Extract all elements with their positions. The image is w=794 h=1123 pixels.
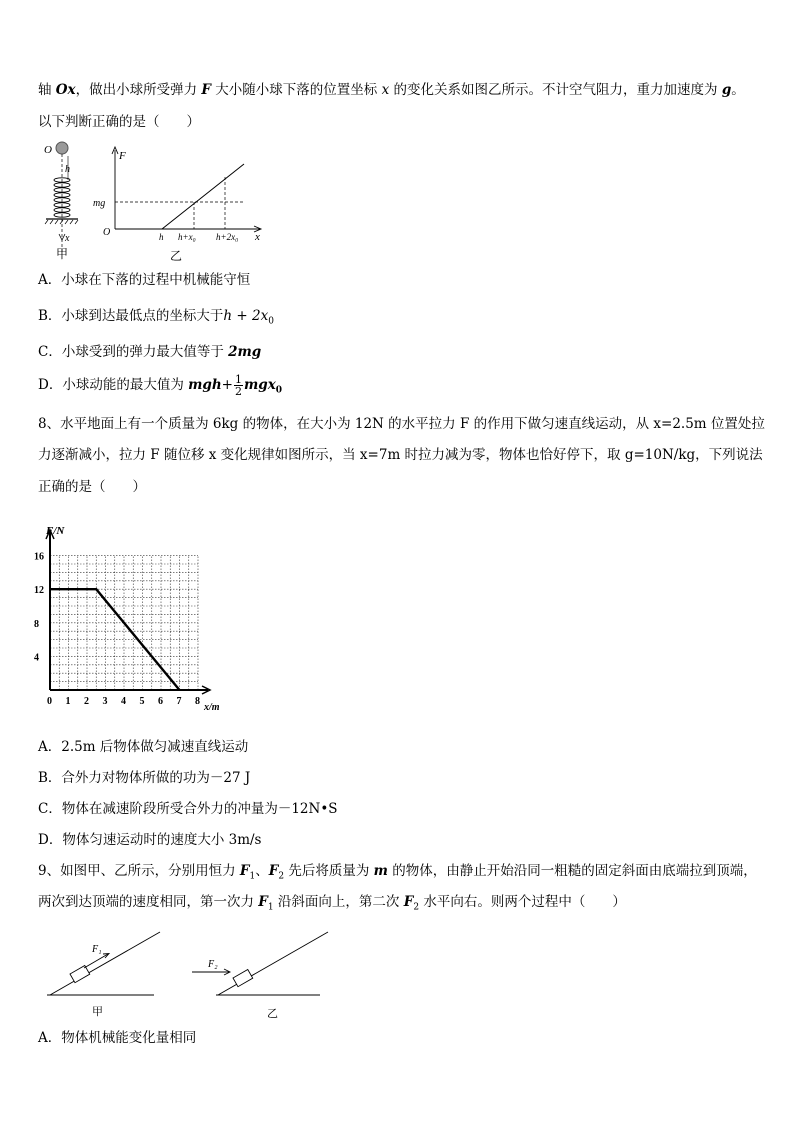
- q8-option-d: D．物体匀速运动时的速度大小 3m/s: [38, 832, 262, 848]
- q8-stem-line1: 8、水平地面上有一个质量为 6kg 的物体，在大小为 12N 的水平拉力 F 的作用下做匀速直线运动，从 x=2.5m 位置处拉: [38, 416, 765, 432]
- q8-stem-line3: 正确的是（ ）: [38, 479, 146, 495]
- fig-jia-caption: 甲: [56, 247, 69, 261]
- q8-stem-line2: 力逐渐减小，拉力 F 随位移 x 变化规律如图所示，当 x=7m 时拉力减为零，物体也恰好停下，取 g=10N/kg，下列说法: [38, 447, 763, 463]
- x-tick-label: 7: [176, 696, 182, 707]
- chart-axes: [46, 530, 210, 694]
- q8-option-c: C．物体在减速阶段所受合外力的冲量为－12N•S: [38, 801, 338, 817]
- fig-jia-x: x: [65, 233, 70, 244]
- q8-option-b: B．合外力对物体所做的功为－27 J: [38, 770, 251, 786]
- x-tick-label: 1: [65, 696, 71, 707]
- q9-stem-line1: 9、如图甲、乙所示，分别用恒力 $F_1$、$F_2$ 先后将质量为 m 的物体，由静止开始沿同一粗糙的固定斜面由底端拉到顶端，: [38, 863, 757, 882]
- x-tick-label: 8: [195, 696, 200, 707]
- fig-jia-caption: 甲: [92, 1006, 103, 1018]
- fig-yi-hx0: h+x₀: [178, 232, 196, 242]
- fig-yi-h2x0: h+2x₀: [216, 232, 239, 242]
- fig-yi-mg: mg: [93, 198, 106, 209]
- incline-line: [218, 932, 328, 995]
- ball-icon: [56, 142, 68, 154]
- q7-option-a: A．小球在下落的过程中机械能守恒: [38, 272, 251, 288]
- q7-option-c: C．小球受到的弹力最大值等于 2mg: [38, 344, 262, 360]
- chart-ylabel: F/N: [46, 525, 65, 537]
- q7-stem-line2: 以下判断正确的是（ ）: [38, 114, 200, 130]
- q9-stem-line2: 两次到达顶端的速度相同，第一次力 $F_1$ 沿斜面向上，第二次 $F_2$ 水平向右。则两个过程中（ ）: [38, 894, 626, 913]
- q9-figure-jia: [44, 928, 164, 1022]
- q9-figure-yi: [188, 928, 334, 1022]
- fig-yi-x: x: [255, 231, 260, 243]
- fig-yi-caption: 乙: [170, 249, 183, 263]
- fig-yi-h: h: [159, 232, 164, 242]
- x-tick-label: 3: [102, 696, 108, 707]
- q7-figure-jia: [38, 138, 98, 263]
- block-icon: [70, 966, 90, 983]
- force-line: [162, 164, 244, 229]
- q8-force-displacement-chart: [28, 522, 218, 717]
- arrow-icon: [103, 954, 109, 959]
- q7-option-d: D．小球动能的最大值为 mgh+ $\frac{1}{2}$ mgx$_0$: [38, 373, 283, 398]
- y-tick-label: 16: [34, 551, 44, 563]
- x-tick-label: 0: [47, 696, 52, 707]
- fig-yi-o: O: [103, 227, 111, 238]
- x-tick-label: 2: [84, 696, 89, 707]
- fig-yi-caption: 乙: [267, 1008, 278, 1020]
- x-tick-label: 6: [158, 696, 163, 707]
- q8-option-a: A．2.5m 后物体做匀减速直线运动: [38, 739, 249, 755]
- fig-yi-f2: F₂: [208, 959, 218, 970]
- fig-jia-f1: F₁: [92, 944, 102, 955]
- incline-line: [50, 932, 160, 995]
- x-tick-label: 5: [139, 696, 145, 707]
- chart-xlabel: x/m: [204, 702, 220, 713]
- fig-yi-f: F: [119, 150, 126, 162]
- y-tick-label: 12: [34, 585, 44, 597]
- fraction-one-half: $\frac{1}{2}$: [234, 373, 242, 398]
- q7-figure-yi: [90, 142, 280, 264]
- fig-jia-o: O: [44, 144, 52, 156]
- q7-stem-line1: 轴 Ox，做出小球所受弹力 F 大小随小球下落的位置坐标 x 的变化关系如图乙所示。不计空气阻力，重力加速度为 g。: [38, 82, 745, 98]
- y-tick-label: 4: [34, 652, 39, 664]
- x-tick-label: 4: [121, 696, 126, 707]
- fig-jia-h: h: [65, 164, 70, 175]
- y-tick-label: 8: [34, 618, 39, 630]
- q9-option-a: A．物体机械能变化量相同: [38, 1030, 197, 1046]
- q7-option-b: B．小球到达最低点的坐标大于$h + 2x_0$: [38, 308, 274, 327]
- block-icon: [233, 970, 253, 987]
